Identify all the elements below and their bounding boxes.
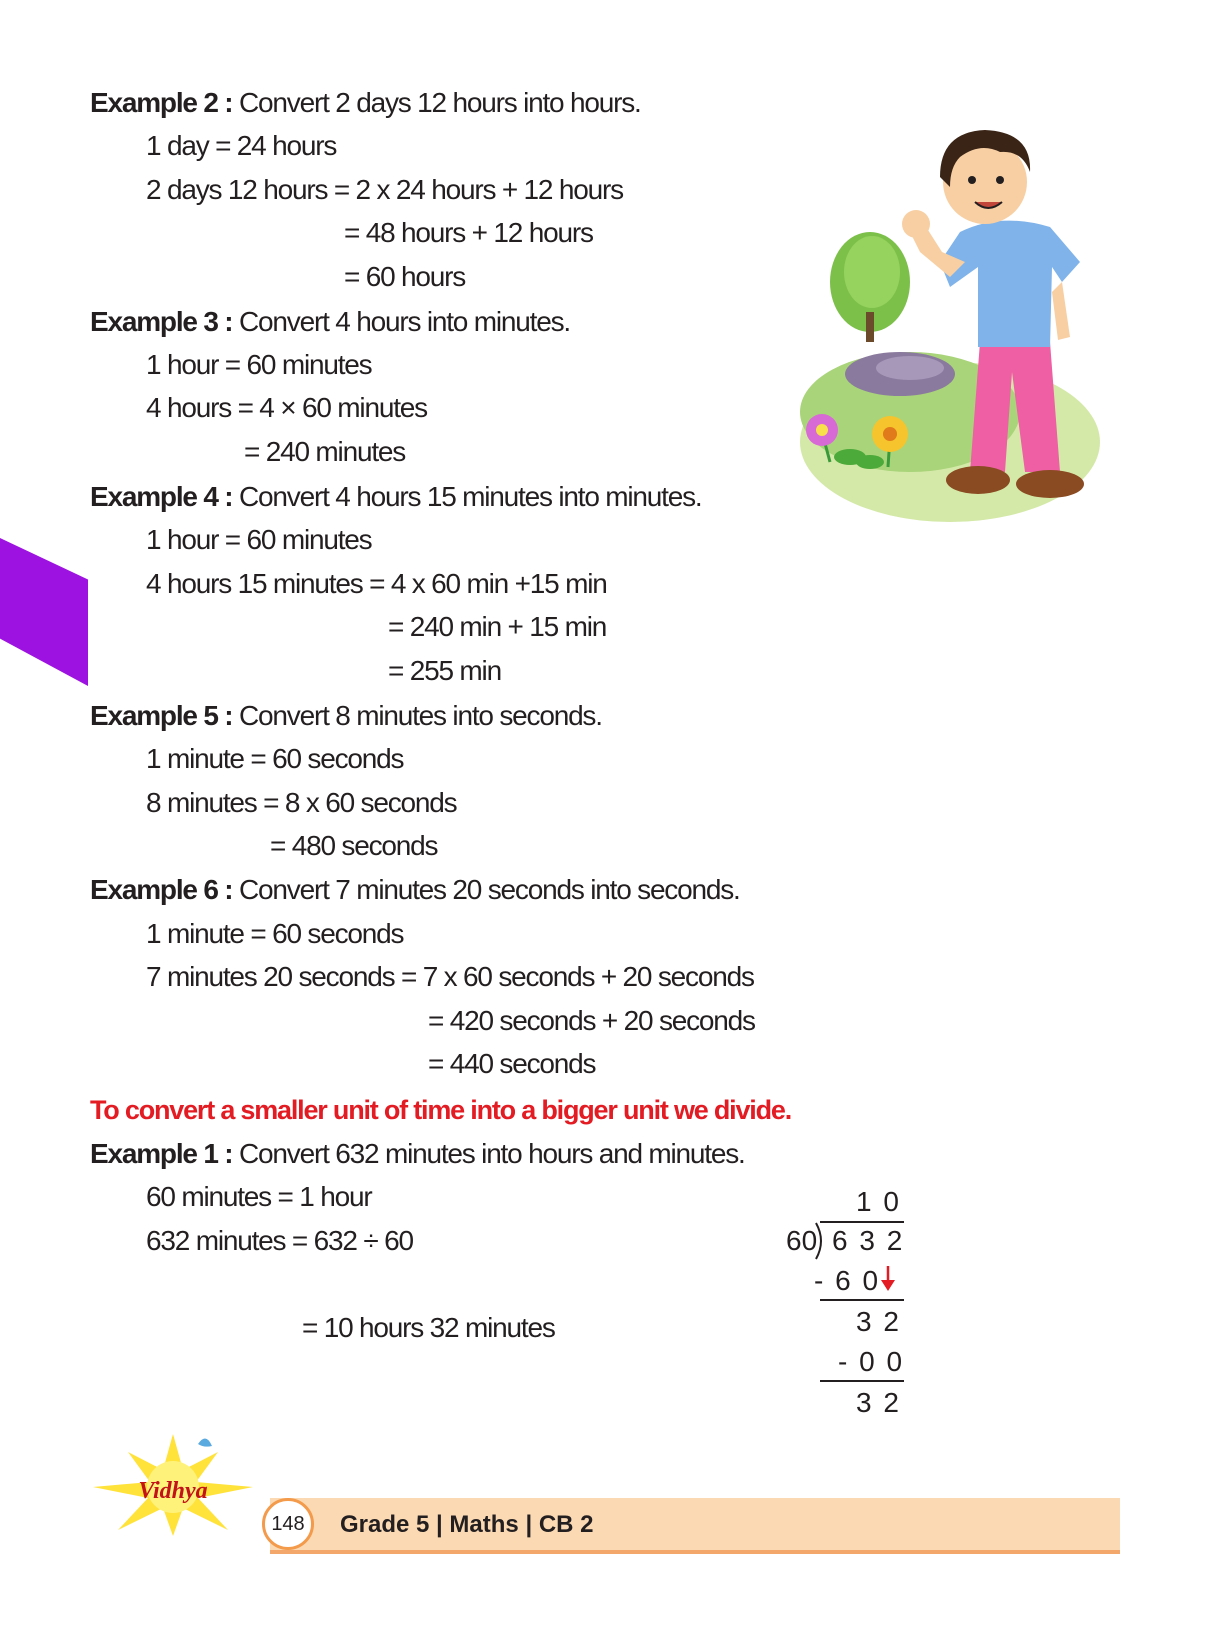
example-5-heading	[90, 699, 602, 733]
example-label: Example 6 :	[90, 874, 233, 905]
division-dividend: 6 3 2	[832, 1225, 905, 1256]
example-3-line-2: 4 hours = 4 × 60 minutes	[146, 392, 427, 423]
example-title: Convert 8 minutes into seconds.	[239, 700, 602, 731]
rule-text: To convert a smaller unit of time into a bigger unit we divide.	[90, 1095, 792, 1125]
division-bar	[820, 1221, 904, 1223]
example-title: Convert 4 hours into minutes.	[239, 306, 570, 337]
example-2-line-1: 1 day = 24 hours	[146, 130, 337, 161]
division-remainder-1: 3 2	[856, 1306, 901, 1337]
example-1-line-3: = 10 hours 32 minutes	[302, 1312, 555, 1343]
page-number: 148	[271, 1513, 305, 1535]
example-6-heading	[90, 873, 740, 907]
division-step-2: - 0 0	[838, 1346, 905, 1377]
example-4-line-4: = 255 min	[388, 655, 501, 686]
example-5-line-3: = 480 seconds	[270, 830, 438, 861]
example-2-line-2: 2 days 12 hours = 2 x 24 hours + 12 hours	[146, 174, 623, 205]
example-label: Example 3 :	[90, 306, 233, 337]
example-6-line-3: = 420 seconds + 20 seconds	[428, 1005, 755, 1036]
example-1-line-1: 60 minutes = 1 hour	[146, 1181, 372, 1212]
example-2-line-4: = 60 hours	[344, 261, 466, 292]
example-4-line-2: 4 hours 15 minutes = 4 x 60 min +15 min	[146, 568, 607, 599]
example-title: Convert 632 minutes into hours and minutes.	[239, 1138, 745, 1169]
division-bracket	[814, 1222, 828, 1260]
side-tab-marker	[0, 538, 88, 686]
vidhya-logo	[88, 1432, 258, 1537]
division-line-1	[820, 1299, 904, 1301]
example-1-line-2: 632 minutes = 632 ÷ 60	[146, 1225, 413, 1256]
example-label: Example 5 :	[90, 700, 233, 731]
example-6-line-4: = 440 seconds	[428, 1048, 596, 1079]
example-title: Convert 2 days 12 hours into hours.	[239, 87, 641, 118]
example-1-heading	[90, 1137, 745, 1171]
bring-down-arrow-icon	[878, 1264, 898, 1294]
division-divisor: 60	[786, 1225, 818, 1256]
example-label: Example 2 :	[90, 87, 233, 118]
example-title: Convert 4 hours 15 minutes into minutes.	[239, 481, 702, 512]
example-title: Convert 7 minutes 20 seconds into seconds.	[239, 874, 740, 905]
example-4-heading	[90, 480, 702, 514]
division-line-2	[820, 1380, 904, 1382]
example-2-heading	[90, 86, 641, 120]
example-5-line-1: 1 minute = 60 seconds	[146, 743, 404, 774]
example-3-heading	[90, 305, 570, 339]
example-label: Example 4 :	[90, 481, 233, 512]
division-step-1: - 6 0	[814, 1265, 881, 1296]
example-6-line-1: 1 minute = 60 seconds	[146, 918, 404, 949]
example-5-line-2: 8 minutes = 8 x 60 seconds	[146, 787, 457, 818]
example-label: Example 1 :	[90, 1138, 233, 1169]
example-3-line-1: 1 hour = 60 minutes	[146, 349, 372, 380]
example-6-line-2: 7 minutes 20 seconds = 7 x 60 seconds + 20 seconds	[146, 961, 754, 992]
boy-illustration	[800, 112, 1100, 522]
logo-text: Vidhya	[138, 1478, 208, 1504]
example-3-line-3: = 240 minutes	[244, 436, 406, 467]
division-remainder-2: 3 2	[856, 1387, 901, 1418]
example-4-line-3: = 240 min + 15 min	[388, 611, 607, 642]
footer-title: Grade 5 | Maths | CB 2	[340, 1511, 594, 1538]
division-quotient: 1 0	[856, 1186, 901, 1217]
example-2-line-3: = 48 hours + 12 hours	[344, 217, 593, 248]
example-4-line-1: 1 hour = 60 minutes	[146, 524, 372, 555]
